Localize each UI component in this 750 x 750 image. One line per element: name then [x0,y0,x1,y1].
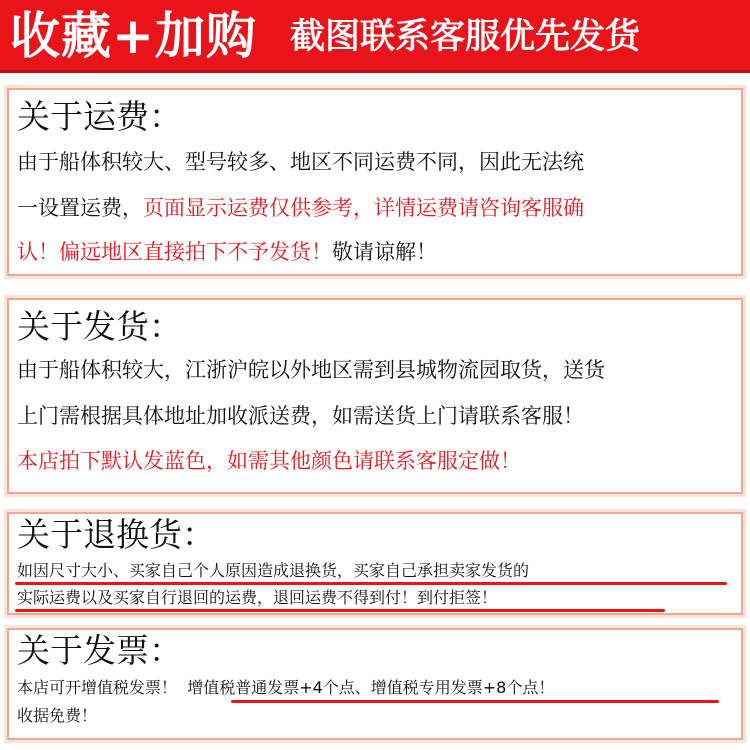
delivery-section [7,298,743,494]
shipping-fee-section [7,88,743,276]
shipping-fee-line-3-red: 认！偏远地区直接拍下不予发货！ [17,240,332,264]
banner-favorite-cart-text: 收藏+加购 [10,7,257,65]
delivery-heading: 关于发货： [17,307,182,346]
invoice-section [7,628,743,740]
returns-line-1: 如因尺寸大小、买家自己个人原因造成退换货，买家自己承担卖家发货的 [17,561,530,580]
returns-line-2: 实际运费以及买家自行退回的运费，退回运费不得到付！到付拒签！ [17,588,498,607]
invoice-line-2: 收据免费！ [17,706,98,725]
invoice-heading: 关于发票： [17,631,182,670]
returns-heading: 关于退换货： [17,515,215,554]
invoice-line-1-a: 本店可开增值税发票！ [17,678,178,697]
invoice-line-1-b: 增值税普通发票+4个点、增值税专用发票+8个点！ [187,678,555,697]
returns-section [7,512,743,615]
returns-line-1-underline [15,582,727,585]
shipping-fee-line-2-red: 页面显示运费仅供参考，详情运费请咨询客服确 [143,196,584,220]
banner-priority-shipping-text: 截图联系客服优先发货 [290,17,641,57]
invoice-line-1 [17,676,554,700]
delivery-line-3: 本店拍下默认发蓝色，如需其他颜色请联系客服定做！ [17,449,521,473]
shipping-fee-line-1: 由于船体积较大、型号较多、地区不同运费不同，因此无法统 [17,150,584,174]
shipping-fee-line-3 [17,238,437,266]
top-banner [0,0,750,73]
shipping-fee-line-2 [17,194,584,222]
shipping-fee-line-2-black: 一设置运费， [17,196,143,220]
delivery-line-1: 由于船体积较大，江浙沪皖以外地区需到县城物流园取货，送货 [17,358,605,382]
delivery-line-2: 上门需根据具体地址加收派送费，如需送货上门请联系客服！ [17,404,584,428]
returns-line-2-underline [15,609,665,612]
shipping-fee-heading: 关于运费： [17,97,182,136]
shipping-fee-line-3-black: 敬请谅解！ [332,240,437,264]
invoice-line-1-underline [231,700,719,703]
